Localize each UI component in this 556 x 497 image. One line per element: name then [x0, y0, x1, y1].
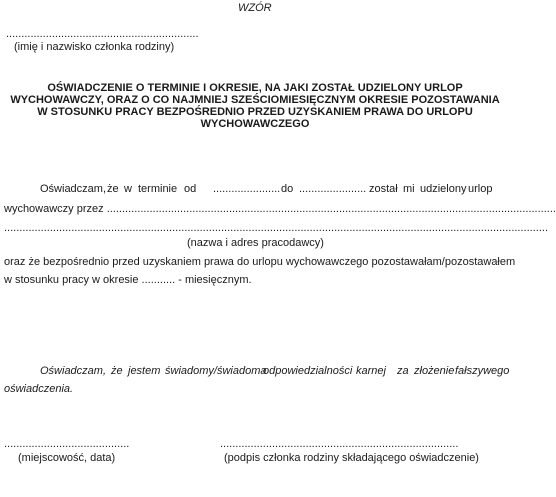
statement-line-4: w stosunku pracy w okresie ........... - miesięcznym.: [4, 274, 252, 286]
date-from-blank: ......................: [213, 183, 281, 195]
employer-field-label: (nazwa i adres pracodawcy): [187, 237, 324, 249]
word: że: [107, 183, 119, 195]
word: że: [111, 365, 123, 377]
word: Oświadczam,: [40, 365, 107, 377]
document-title-line-1: OŚWIADCZENIE O TERMINIE I OKRESIE, NA JAKI ZOSTAŁ UDZIELONY URLOP: [47, 82, 463, 94]
word: mi: [403, 183, 415, 195]
date-to-blank: ......................: [299, 183, 367, 195]
document-title-line-3: W STOSUNKU PRACY BEZPOŚREDNIO PRZED UZYSKANIEM PRAWA DO URLOPU: [37, 106, 473, 118]
word: Oświadczam,: [40, 183, 107, 195]
word: złożenie: [414, 365, 455, 377]
word: świadomy/świadoma: [165, 365, 267, 377]
employer-blank-line: ..................................................................................................................................................................................: [4, 222, 548, 234]
place-date-line: .........................................: [4, 438, 130, 450]
word: został: [369, 183, 398, 195]
word: za: [397, 365, 409, 377]
word: udzielony: [420, 183, 467, 195]
word: karnej: [356, 365, 386, 377]
declaration-line-2: oświadczenia.: [4, 383, 74, 395]
name-field-label: (imię i nazwisko członka rodziny): [14, 41, 175, 53]
word: jestem: [128, 365, 161, 377]
name-signature-line: ...............................................................: [6, 28, 199, 40]
word: do: [281, 183, 294, 195]
template-marker: WZÓR: [238, 2, 272, 14]
word: odpowiedzialności: [263, 365, 353, 377]
signature-line: ..............................................................................: [220, 438, 459, 450]
place-date-label: (miejscowość, data): [18, 452, 116, 464]
word: terminie: [138, 183, 178, 195]
statement-line-2: wychowawczy przez ...................................................................................................................................................: [4, 203, 556, 215]
word: od: [184, 183, 197, 195]
word: w: [124, 183, 132, 195]
signature-label: (podpis członka rodziny składającego oświadczenie): [224, 452, 479, 464]
statement-line-1: [0, 183, 510, 196]
document-title-line-4: WYCHOWAWCZEGO: [200, 118, 310, 130]
document-title-line-2: WYCHOWAWCZY, ORAZ O CO NAJMNIEJ SZEŚCIOMIESIĘCZNYM OKRESIE POZOSTAWANIA: [10, 94, 500, 106]
word: fałszywego: [455, 365, 510, 377]
word: urlop: [468, 183, 493, 195]
statement-line-3: oraz że bezpośrednio przed uzyskaniem prawa do urlopu wychowawczego pozostawałam/pozostawałem: [4, 256, 516, 268]
declaration-line-1: [0, 365, 510, 378]
